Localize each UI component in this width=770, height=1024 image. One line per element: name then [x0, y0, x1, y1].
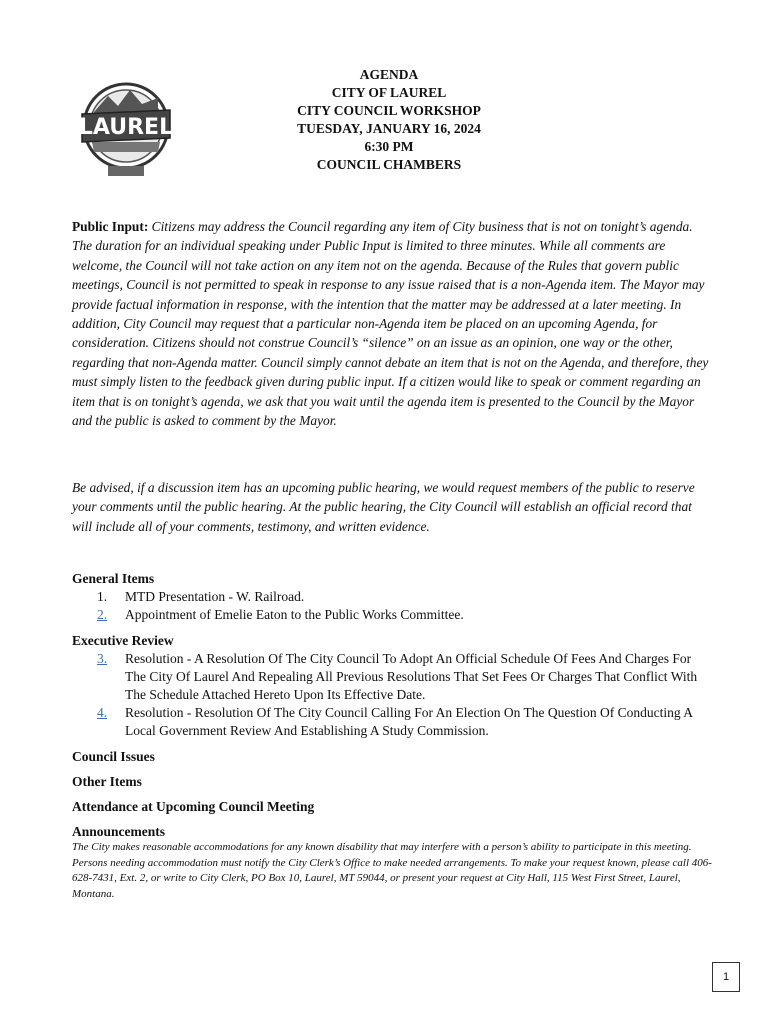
city-seal-logo: [78, 68, 174, 188]
announcements-text: The City makes reasonable accommodations for any known disability that may interfere with a person’s ability to participate in this meeting. Persons needing accommodation must notify the City Clerk’s Office to make needed arrangements. To make your request known, please call 406-628-7431, Ext. 2, or write to City Clerk, PO Box 10, Laurel, MT 59044, or present your request at City Hall, 115 West First Street, Laurel, Montana.: [72, 841, 712, 900]
list-item: [97, 704, 712, 740]
advised-paragraph: Be advised, if a discussion item has an upcoming public hearing, we would request members of the public to reserve your comments until the public hearing. At the public hearing, the City Council will establish an official record that will include all of your comments, testimony, and written evidence.: [72, 480, 695, 534]
list-item: [97, 588, 712, 606]
item-text: Resolution - Resolution Of The City Council Calling For An Election On The Question Of Conducting A Local Government Review And Establishing A Study Commission.: [125, 705, 693, 738]
public-input-text: Citizens may address the Council regarding any item of City business that is not on tonight’s agenda. The duration for an individual speaking under Public Input is limited to three minutes. While all comments are welcome, the Council will not take action on any item not on the agenda. Because of the Rules that govern public meetings, Council is not permitted to speak in response to any issue raised that is a non-Agenda item. The Mayor may provide factual information in response, with the intention that the matter may be addressed at a later meeting. In addition, City Council may request that a particular non-Agenda item be placed on an upcoming Agenda, for consideration. Citizens should not construe Council’s “silence” on an issue as an opinion, one way or the other, regarding that non-Agenda matter. Council simply cannot debate an item that is not on the Agenda, and therefore, they must simply listen to the feedback given during public input. If a citizen would like to speak or comment regarding an item that is on tonight’s agenda, we ask that you wait until the agenda item is presented to the Council by the Mayor and the public is asked to comment by the Mayor.: [72, 219, 709, 429]
item-number: 1.: [97, 589, 108, 604]
item-text: Resolution - A Resolution Of The City Council To Adopt An Official Schedule Of Fees And Charges For The City Of Laurel And Repealing All Previous Resolutions That Set Fees Or Charges That Conflict With The Schedule Attached Hereto Upon Its Effective Date.: [125, 651, 698, 702]
list-item: [97, 650, 712, 704]
list-item: [97, 606, 712, 624]
header-line-date: TUESDAY, JANUARY 16, 2024: [297, 121, 481, 136]
header-line-location: COUNCIL CHAMBERS: [316, 157, 462, 172]
section-announcements: Announcements: [72, 824, 166, 839]
header-line-city: CITY OF LAUREL: [331, 85, 447, 100]
section-other-items: Other Items: [72, 774, 142, 789]
page-number: 1: [712, 962, 740, 992]
public-input-paragraph: [72, 217, 712, 430]
section-executive-review: Executive Review: [72, 633, 174, 648]
logo-text: LAUREL: [78, 115, 174, 140]
agenda-items: [72, 570, 712, 841]
item-number-link[interactable]: 2.: [97, 607, 108, 622]
agenda-header: [250, 66, 528, 174]
section-general-items: General Items: [72, 571, 155, 586]
header-line-meeting: CITY COUNCIL WORKSHOP: [297, 103, 481, 118]
section-attendance: Attendance at Upcoming Council Meeting: [72, 799, 315, 814]
item-text: MTD Presentation - W. Railroad.: [125, 589, 305, 604]
item-text: Appointment of Emelie Eaton to the Public Works Committee.: [125, 607, 464, 622]
item-number-link[interactable]: 3.: [97, 651, 108, 666]
item-number-link[interactable]: 4.: [97, 705, 108, 720]
section-council-issues: Council Issues: [72, 749, 155, 764]
public-input-label: Public Input:: [72, 219, 149, 234]
header-line-agenda: AGENDA: [359, 67, 419, 82]
header-line-time: 6:30 PM: [364, 139, 414, 154]
